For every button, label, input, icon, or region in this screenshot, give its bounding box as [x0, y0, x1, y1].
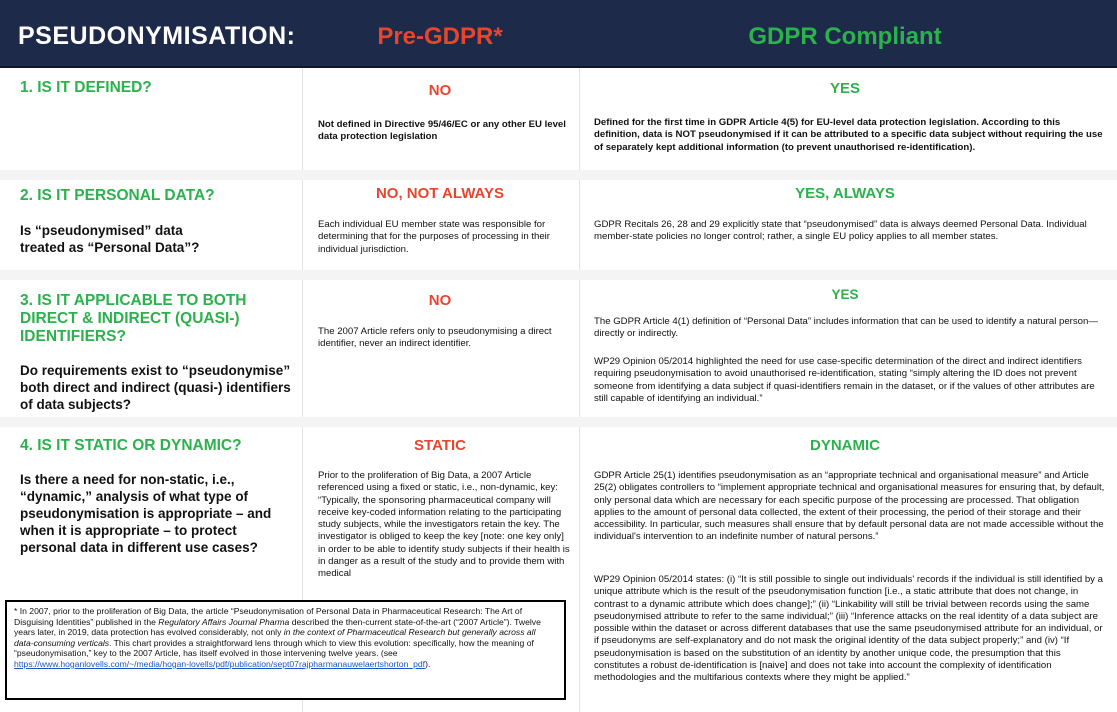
row-2-subtext: Is “pseudonymised” data treated as “Personal Data”?	[20, 223, 200, 255]
header-bar	[0, 0, 1117, 68]
footnote-text: described the then-current state-of-the-art (“2007 Article”). Twelve years later, in 2019, data protection has evolved considerably, not only	[14, 616, 541, 638]
row-3-subtext: Do requirements exist to “pseudonymise” both direct and indirect (quasi-) identifiers of data subjects?	[20, 363, 291, 412]
row-2-gdpr-text: GDPR Recitals 26, 28 and 29 explicitly state that “pseudonymised” data is always deemed Personal Data. Individual member-state policies no longer control; rather, a single EU policy applies to all member states.	[594, 219, 1087, 243]
gdpr-column-heading: GDPR Compliant	[748, 23, 942, 50]
footnote-link[interactable]: https://www.hoganlovells.com/~/media/hogan-lovells/pdf/publication/sept07rajpharmanauwelaertshorton_pdf	[14, 658, 426, 669]
row-1-gdpr-text: Defined for the first time in GDPR Article 4(5) for EU-level data protection legislation. According to this definition, data is NOT pseudonymised if it can be attributed to a specific data subject without requiring the use of separately kept additional information (to prevent unauthorised re-identification).	[594, 117, 1103, 153]
footnote-journal: Regulatory Affairs Journal Pharma	[158, 616, 290, 627]
row-4-pre-text: Prior to the proliferation of Big Data, a 2007 Article referenced using a fixed or static, i.e., non-dynamic, key: “Typically, the sponsoring pharmaceutical company will receive key-coded information relating to the participating study subjects, while the investigators retain the key. The investigator is obliged to keep the key [note: one key only] in order to be able to identify study subjects if their health is in danger as a result of the study and to provide them with medical	[318, 470, 570, 580]
footnote-text: ).	[425, 658, 431, 669]
row-3-gdpr-text-2: WP29 Opinion 05/2014 highlighted the need for use case-specific determination of the direct and indirect identifiers requiring pseudonymisation to avoid unauthorised re-identification, stating “simply altering the ID does not prevent someone from identifying a data subject if quasi-identifiers remain in the dataset, or if the values of other attributes are still capable of identifying an individual.”	[594, 356, 1095, 404]
row-divider	[0, 417, 1117, 427]
row-3-gdpr-text-1: The GDPR Article 4(1) definition of “Personal Data” includes information that can be used to identify a natural person—directly or indirectly.	[594, 316, 1098, 340]
row-1-pre-text: Not defined in Directive 95/46/EC or any other EU level data protection legislation	[318, 119, 566, 143]
footnote-box	[5, 600, 566, 700]
row-3-pre-text: The 2007 Article refers only to pseudonymising a direct identifier, never an indirect identifier.	[318, 326, 552, 350]
pre-gdpr-column-heading: Pre-GDPR*	[377, 23, 503, 50]
row-4-question: 4. IS IT STATIC OR DYNAMIC?	[20, 437, 242, 454]
row-2-pre-text: Each individual EU member state was responsible for determining that for the purposes of processing in their individual jurisdiction.	[318, 219, 550, 255]
row-1-question: 1. IS IT DEFINED?	[20, 79, 152, 96]
row-2-question: 2. IS IT PERSONAL DATA?	[20, 187, 215, 204]
row-4-subtext: Is there a need for non-static, i.e., “dynamic,” analysis of what type of pseudonymisation is appropriate – and when it is appropriate – to protect personal data in different use cases?	[20, 472, 272, 555]
page-title: PSEUDONYMISATION:	[18, 22, 296, 50]
row-4-gdpr-text-2: WP29 Opinion 05/2014 states: (i) “It is still possible to single out individuals' records if the individual is still identified by a unique attribute which is the result of the pseudonymisation function [i.e., a static attribute that does not change, in contrast to a dynamic attribute which does change];” (ii) “Linkability will still be trivial between records using the same pseudonymised attribute to refer to the same individual;” (iii) “Inference attacks on the real identity of a data subject are possible within the dataset or across different databases that use the same pseudonymised attribute for an individual, or if pseudonyms are self-explanatory and do not mask the original identity of the data subject properly;” and (iv) “If pseudonymisation is based on the substitution of an identity by another unique code, the presumption that this constitutes a robust de-identification is [naive] and does not take into account the complexity of identification methodologies and the multifarious contexts where they might be applied.”	[594, 574, 1103, 684]
row-1-gdpr-answer: YES	[829, 80, 860, 97]
row-3-pre-answer: NO	[428, 292, 452, 309]
row-2-pre-answer: NO, NOT ALWAYS	[375, 185, 505, 202]
row-4-gdpr-answer: DYNAMIC	[810, 437, 880, 454]
row-3-question: 3. IS IT APPLICABLE TO BOTH DIRECT & INDIRECT (QUASI-) IDENTIFIERS?	[20, 292, 247, 345]
footnote-text: * In 2007, prior to the proliferation of Big Data, the article “Pseudonymisation of Personal Data in Pharmaceutical Research: The Art of Disguising Identities” published in the	[14, 606, 523, 627]
row-divider	[0, 270, 1117, 280]
column-divider	[579, 68, 580, 712]
row-4-pre-answer: STATIC	[414, 437, 466, 454]
row-divider	[0, 170, 1117, 180]
row-1-pre-answer: NO	[428, 82, 452, 99]
row-3-gdpr-answer: YES	[831, 287, 859, 302]
row-2-gdpr-answer: YES, ALWAYS	[795, 185, 895, 202]
row-4-gdpr-text-1: GDPR Article 25(1) identifies pseudonymisation as an “appropriate technical and organisational measure” and Article 25(2) obligates controllers to “implement appropriate technical and organisational measures for ensuring that, by default, only personal data which are necessary for each specific purpose of the processing are processed. That obligation applies to the amount of personal data collected, the extent of their processing, the period of their storage and their accessibility. In particular, such measures shall ensure that by default personal data are not made accessible without the individual's intervention to an indefinite number of natural persons.”	[594, 470, 1105, 543]
footnote-text: . This chart provides a straightforward lens through which to view this evolution: specifically, how the meaning of “pseudonymisation,” key to the 2007 Article, has itself evolved in those intervening twelve years. (see	[14, 637, 534, 659]
footnote-italic-text: in the context of Pharmaceutical Research but generally across all data-consuming verticals	[14, 627, 536, 648]
